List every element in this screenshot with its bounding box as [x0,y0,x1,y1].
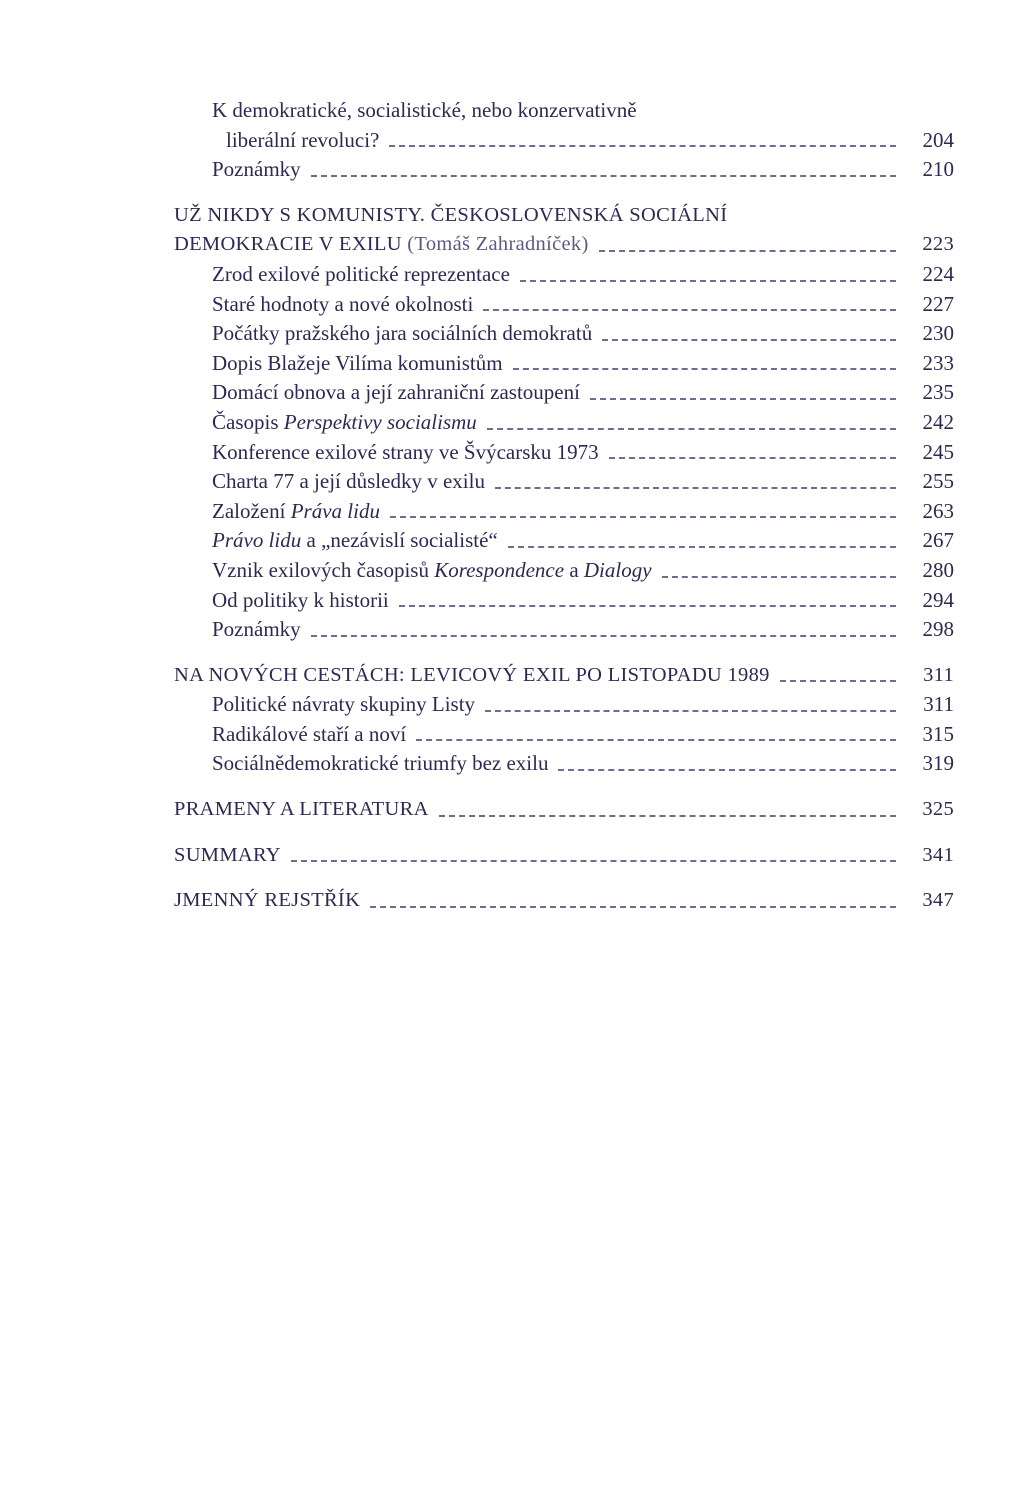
toc-page-number: 204 [922,127,954,152]
toc-entry-label-prefix: Založení [212,498,291,523]
toc-entry-label: Poznámky [212,157,301,182]
toc-page-number: 267 [922,528,954,553]
toc-chapter-title: NA NOVÝCH CESTÁCH: LEVICOVÝ EXIL PO LISTOPADU 1989 [174,663,770,686]
toc-page-number: 210 [922,157,954,182]
toc-entry[interactable] [174,720,954,750]
dot-leader [311,635,896,637]
toc-page-number: 280 [922,557,954,582]
toc-chapter-title: JMENNÝ REJSTŘÍK [174,889,361,912]
toc-chapter-entry[interactable] [174,841,954,871]
toc-entry[interactable] [174,349,954,379]
toc-page-number: 341 [922,843,954,866]
dot-leader [487,428,896,430]
toc-entry-label-italic: Práva lidu [290,498,380,523]
toc-page-number: 227 [922,291,954,316]
toc-entry-label: Zrod exilové politické reprezentace [212,261,510,286]
toc-page-number: 224 [922,261,954,286]
toc-entry[interactable] [174,497,954,527]
dot-leader [495,487,896,489]
toc-page-number: 242 [922,409,954,434]
toc-chapter-entry[interactable] [174,795,954,825]
toc-chapter-author: (Tomáš Zahradníček) [407,233,589,256]
toc-entry-label-suffix: a „nezávislí socialisté“ [301,528,498,553]
dot-leader [370,906,896,908]
toc-entry[interactable] [174,290,954,320]
toc-chapter-title-text: DEMOKRACIE V EXILU [174,233,402,256]
dot-leader [602,339,896,341]
toc-entry[interactable] [174,556,954,586]
dot-leader [439,815,896,817]
toc-entry[interactable] [174,749,954,779]
toc-entry[interactable] [174,615,954,645]
toc-entry-label: liberální revoluci? [226,127,380,152]
toc-entry-line [174,96,954,126]
toc-entry-label [212,556,652,586]
toc-chapter-line [174,201,954,231]
dot-leader [662,576,896,578]
toc-entry[interactable] [174,690,954,720]
toc-page-number: 230 [922,321,954,346]
toc-page-number: 311 [923,663,954,686]
toc-page-number: 311 [923,692,954,717]
toc-entry-label [212,526,498,556]
dot-leader [483,309,896,311]
toc-entry-label-prefix: Časopis [212,409,284,434]
table-of-contents [174,96,954,916]
dot-leader [485,710,896,712]
dot-leader [311,175,896,177]
toc-page-number: 245 [922,439,954,464]
toc-entry-label: Radikálové staří a noví [212,721,407,746]
toc-page-number: 347 [922,889,954,912]
toc-entry-label: Politické návraty skupiny Listy [212,692,476,717]
dot-leader [609,457,896,459]
toc-page-number: 263 [922,498,954,523]
toc-entry-label-italic: Korespondence [434,557,565,582]
toc-entry[interactable] [174,438,954,468]
toc-entry[interactable] [174,526,954,556]
dot-leader [558,769,896,771]
toc-entry[interactable] [174,260,954,290]
toc-page-number: 223 [922,233,954,256]
toc-page-number: 235 [922,380,954,405]
toc-entry-label: Sociálnědemokratické triumfy bez exilu [212,751,549,776]
toc-entry-label [212,497,380,527]
dot-leader [513,368,896,370]
dot-leader [780,680,896,682]
dot-leader [590,398,896,400]
toc-entry[interactable] [174,586,954,616]
toc-entry-label-italic: Perspektivy socialismu [283,409,477,434]
toc-entry-label-mid: a [564,557,584,582]
toc-page-number: 294 [922,587,954,612]
toc-entry-label: Poznámky [212,617,301,642]
toc-entry[interactable] [174,467,954,497]
toc-entry-label: Počátky pražského jara sociálních demokratů [212,321,593,346]
toc-chapter-title: PRAMENY A LITERATURA [174,798,429,821]
toc-entry-label: Od politiky k historii [212,587,389,612]
toc-entry[interactable] [174,408,954,438]
toc-entry-label: Domácí obnova a její zahraniční zastoupení [212,380,580,405]
dot-leader [508,546,896,548]
dot-leader [416,739,896,741]
dot-leader [291,860,896,862]
dot-leader [399,605,896,607]
toc-chapter-entry[interactable] [174,886,954,916]
toc-entry-label [212,408,477,438]
toc-entry-label: Staré hodnoty a nové okolnosti [212,291,474,316]
toc-page-number: 255 [922,469,954,494]
toc-chapter-entry[interactable] [174,230,954,260]
toc-chapter-title: UŽ NIKDY S KOMUNISTY. ČESKOSLOVENSKÁ SOCIÁLNÍ [174,203,728,226]
toc-entry-label: Konference exilové strany ve Švýcarsku 1973 [212,439,599,464]
toc-entry-label-italic: Právo lidu [212,528,302,553]
toc-entry[interactable] [174,126,954,156]
toc-entry-label: K demokratické, socialistické, nebo konzervativně [212,98,637,122]
toc-entry-label: Charta 77 a její důsledky v exilu [212,469,485,494]
dot-leader [520,280,896,282]
dot-leader [389,145,896,147]
toc-page-number: 319 [922,751,954,776]
toc-page-number: 233 [922,350,954,375]
toc-chapter-title: SUMMARY [174,843,281,866]
toc-entry-label-prefix: Vznik exilových časopisů [212,557,435,582]
toc-entry[interactable] [174,155,954,185]
toc-entry-label: Dopis Blažeje Vilíma komunistům [212,350,503,375]
toc-entry[interactable] [174,378,954,408]
toc-chapter-entry[interactable] [174,661,954,691]
toc-chapter-title [174,230,589,260]
toc-page-number: 315 [922,721,954,746]
toc-entry[interactable] [174,319,954,349]
toc-entry-label-italic: Dialogy [583,557,652,582]
toc-page-number: 298 [922,617,954,642]
dot-leader [599,250,896,252]
dot-leader [390,516,896,518]
toc-page-number: 325 [922,798,954,821]
